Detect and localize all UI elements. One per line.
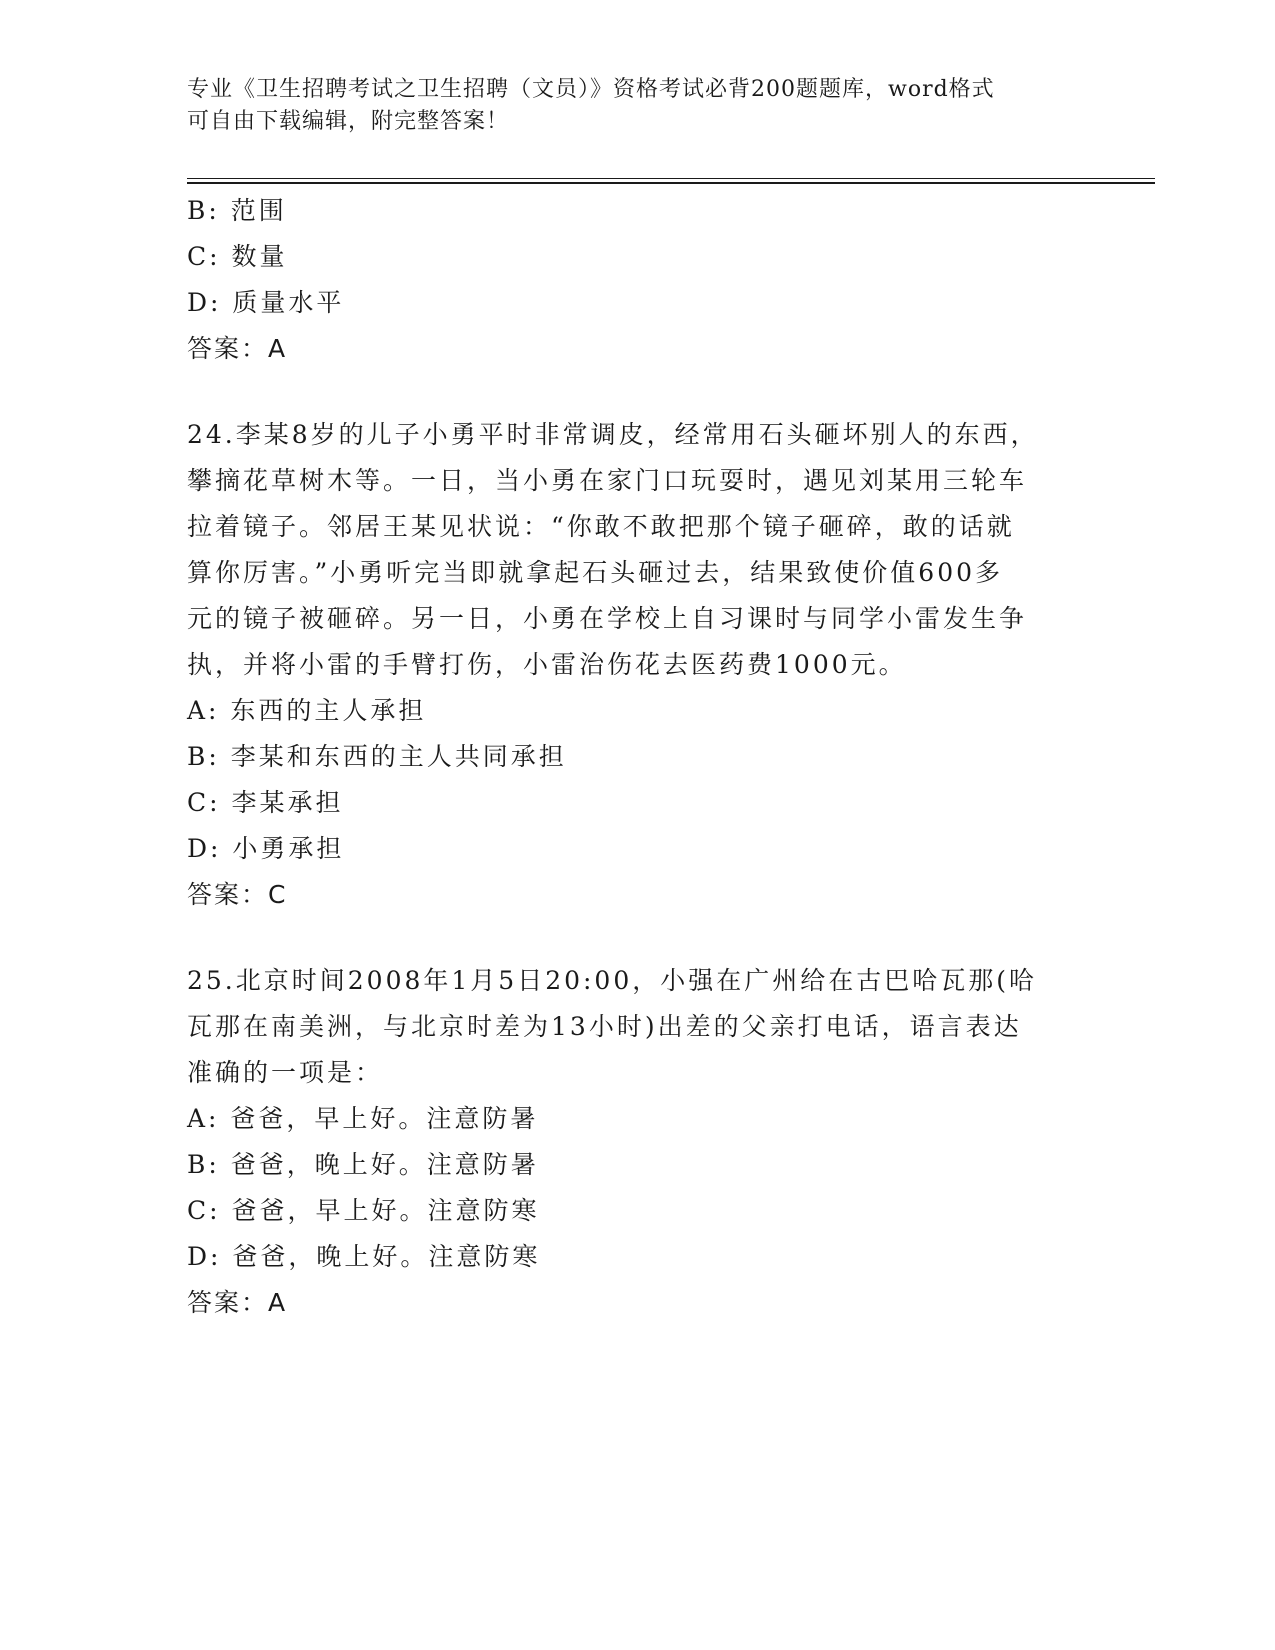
document-content xyxy=(187,188,1087,1326)
option-d: D: 爸爸，晚上好。注意防寒 xyxy=(187,1242,541,1271)
option-b: B: 李某和东西的主人共同承担 xyxy=(187,742,567,771)
question-text-line: 拉着镜子。邻居王某见状说：“你敢不敢把那个镜子砸碎，敢的话就 xyxy=(187,512,1015,541)
option-a: A: 爸爸，早上好。注意防暑 xyxy=(187,1104,539,1133)
spacer xyxy=(187,372,1087,412)
question-text-line: 攀摘花草树木等。一日，当小勇在家门口玩耍时，遇见刘某用三轮车 xyxy=(187,466,1028,495)
option-d: D: 小勇承担 xyxy=(187,834,345,863)
document-header xyxy=(187,74,1067,138)
header-divider-thick xyxy=(187,182,1155,184)
question-text-line: 算你厉害。”小勇听完当即就拿起石头砸过去，结果致使价值600多 xyxy=(187,558,1004,587)
answer: 答案：A xyxy=(187,1288,288,1317)
question-text-line: 执，并将小雷的手臂打伤，小雷治伤花去医药费1000元。 xyxy=(187,650,907,679)
header-line-2: 可自由下载编辑，附完整答案！ xyxy=(187,109,510,134)
option-c: C: 李某承担 xyxy=(187,788,344,817)
question-text-line: 准确的一项是： xyxy=(187,1058,384,1087)
header-divider-thin xyxy=(187,178,1155,179)
question-25 xyxy=(187,958,1087,1326)
option-a: A: 东西的主人承担 xyxy=(187,696,427,725)
spacer xyxy=(187,918,1087,958)
option-c: C: 爸爸，早上好。注意防寒 xyxy=(187,1196,540,1225)
question-text-line: 25.北京时间2008年1月5日20:00，小强在广州给在古巴哈瓦那(哈 xyxy=(187,966,1037,995)
question-text-line: 24.李某8岁的儿子小勇平时非常调皮，经常用石头砸坏别人的东西， xyxy=(187,420,1039,449)
question-24 xyxy=(187,412,1087,918)
answer: 答案：C xyxy=(187,880,288,909)
question-text-line: 瓦那在南美洲，与北京时差为13小时)出差的父亲打电话，语言表达 xyxy=(187,1012,1022,1041)
question-text-line: 元的镜子被砸碎。另一日，小勇在学校上自习课时与同学小雷发生争 xyxy=(187,604,1028,633)
answer: 答案：A xyxy=(187,334,288,363)
header-line-1: 专业《卫生招聘考试之卫生招聘（文员）》资格考试必背200题题库，word格式 xyxy=(187,77,995,102)
option-d: D: 质量水平 xyxy=(187,288,345,317)
option-b: B: 爸爸，晚上好。注意防暑 xyxy=(187,1150,539,1179)
option-c: C: 数量 xyxy=(187,242,288,271)
question-23-continued xyxy=(187,188,1087,372)
option-b: B: 范围 xyxy=(187,196,287,225)
